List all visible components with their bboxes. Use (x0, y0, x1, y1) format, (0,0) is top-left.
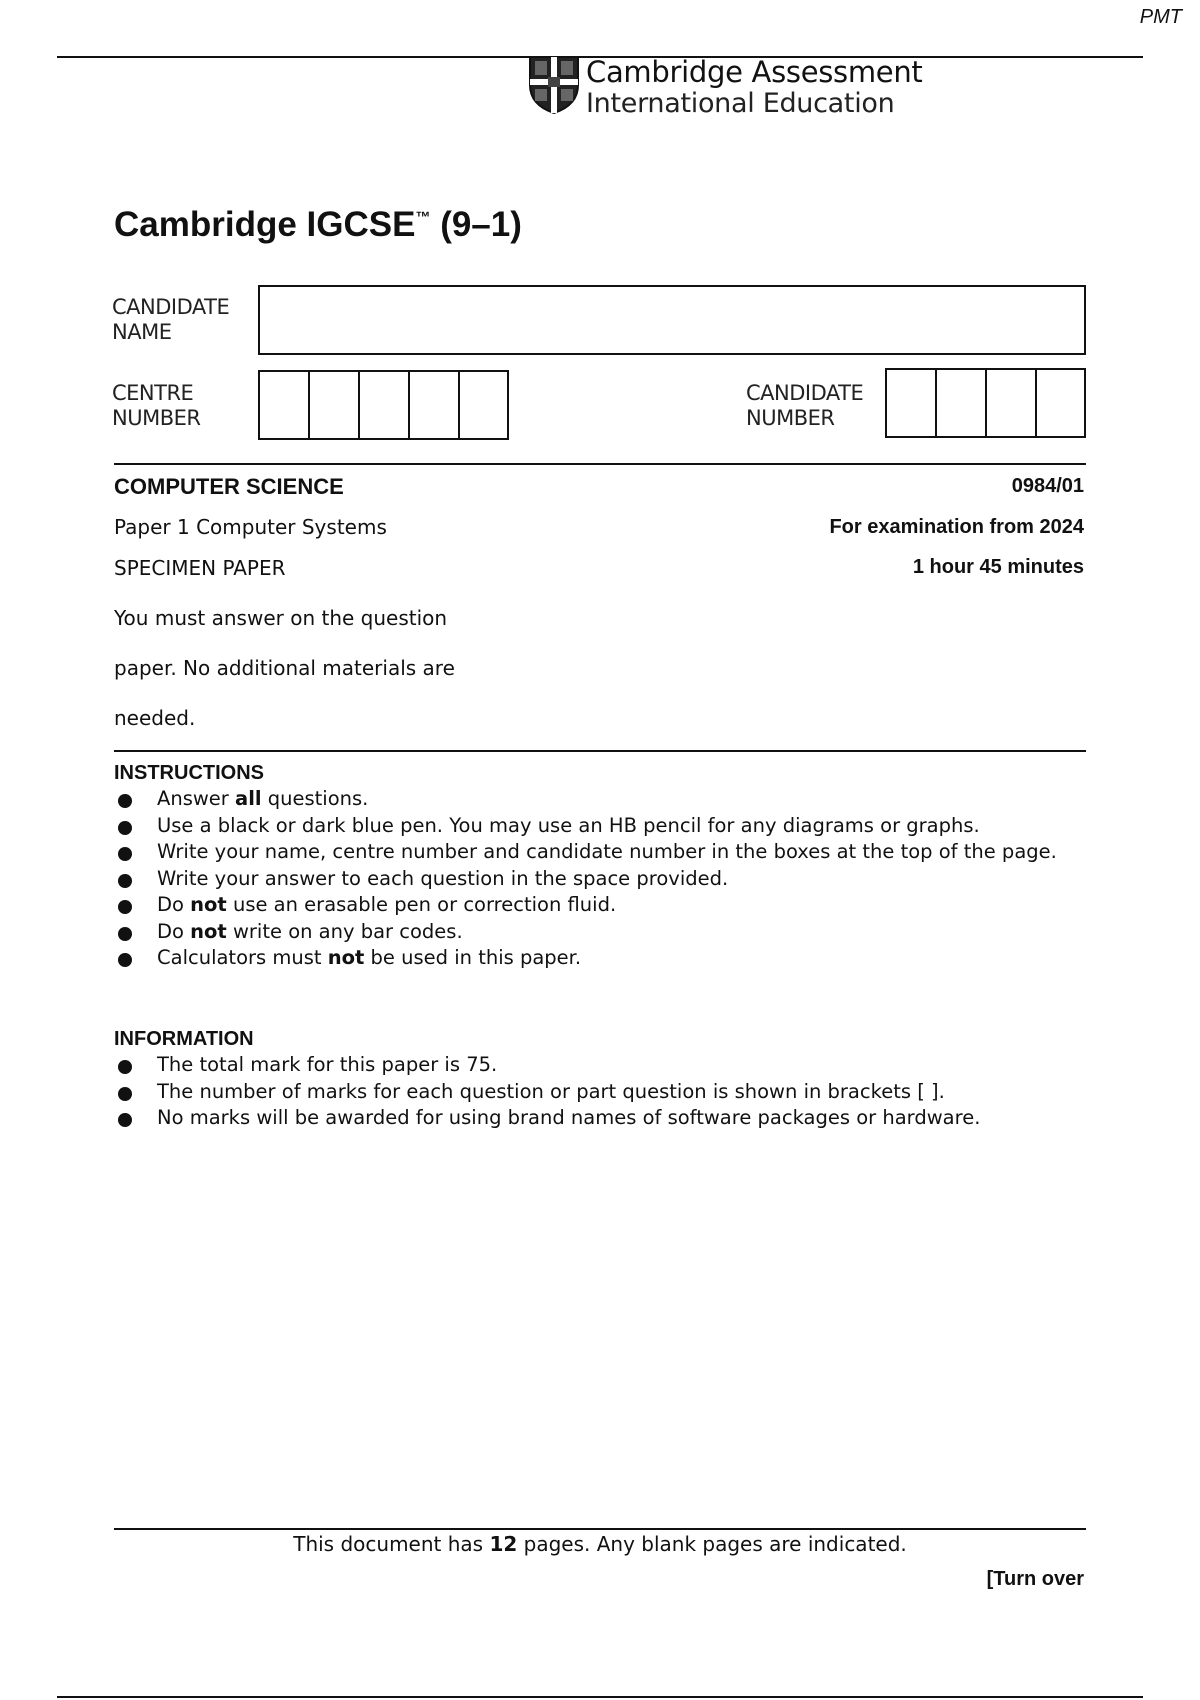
subject-title: COMPUTER SCIENCE (114, 474, 344, 499)
information-item (114, 1105, 980, 1132)
centre-number-digit-1[interactable] (258, 370, 310, 440)
instruction-text: Do (157, 919, 191, 943)
information-item (114, 1079, 980, 1106)
centre-number-digit-5[interactable] (458, 370, 509, 440)
instruction-text: use an erasable pen or correction fluid. (226, 893, 617, 916)
paper-code: 0984/01 (1011, 475, 1084, 497)
instruction-text: Answer (157, 787, 236, 810)
trademark-symbol: ™ (415, 209, 431, 226)
instruction-item (114, 892, 1057, 919)
candidate-name-input[interactable] (258, 285, 1086, 355)
instructions-list (114, 786, 1057, 972)
bullet-icon (118, 900, 132, 914)
information-item (114, 1052, 980, 1079)
exam-duration: 1 hour 45 minutes (912, 556, 1084, 578)
page-count-post: pages. Any blank pages are indicated. (517, 1532, 907, 1556)
bullet-icon (118, 1087, 132, 1101)
candidate-number-boxes (885, 368, 1086, 438)
page-count-note (0, 1532, 1200, 1556)
instruction-emphasis: all (235, 787, 262, 810)
instruction-item (114, 813, 1057, 840)
candidate-name-label-line2: NAME (112, 320, 172, 344)
instruction-text: be used in this paper. (364, 946, 582, 969)
instruction-text: Calculators must (157, 946, 328, 969)
centre-number-digit-3[interactable] (358, 370, 410, 440)
bullet-icon (118, 1060, 132, 1074)
information-list (114, 1052, 980, 1132)
page-count-number: 12 (489, 1532, 518, 1556)
bullet-icon (118, 874, 132, 888)
instructions-top-rule (114, 750, 1086, 752)
centre-number-label-line2: NUMBER (112, 406, 201, 430)
instruction-text: Write your name, centre number and candidate number in the boxes at the top of the page. (157, 840, 1057, 863)
bottom-rule (57, 1696, 1143, 1698)
candidate-number-label-line1: CANDIDATE (746, 381, 864, 405)
information-text: No marks will be awarded for using brand names of software packages or hardware. (157, 1106, 981, 1129)
instruction-item (114, 839, 1057, 866)
bullet-icon (118, 953, 132, 967)
information-text: The number of marks for each question or part question is shown in brackets [ ]. (157, 1079, 945, 1103)
information-section (114, 1028, 980, 1132)
bullet-icon (118, 927, 132, 941)
instructions-heading: INSTRUCTIONS (114, 762, 264, 784)
materials-line-1: You must answer on the question (114, 606, 448, 630)
bullet-icon (118, 1113, 132, 1127)
centre-number-label (112, 381, 200, 431)
candidate-number-label-line2: NUMBER (746, 406, 835, 430)
candidate-name-label (112, 295, 229, 345)
candidate-number-digit-4[interactable] (1035, 368, 1086, 438)
candidate-number-digit-1[interactable] (885, 368, 937, 438)
centre-number-digit-2[interactable] (308, 370, 360, 440)
candidate-name-label-line1: CANDIDATE (112, 295, 230, 319)
instruction-emphasis: not (190, 919, 227, 943)
exam-info-top-rule (114, 463, 1086, 465)
exam-from: For examination from 2024 (829, 516, 1084, 538)
instruction-text: Use a black or dark blue pen. You may use an HB pencil for any diagrams or graphs. (157, 813, 980, 837)
qualification-name: Cambridge IGCSE (114, 205, 416, 244)
materials-line-2: paper. No additional materials are (114, 656, 455, 680)
instruction-item (114, 786, 1057, 813)
logo-line1: Cambridge Assessment (586, 55, 923, 89)
logo-line2: International Education (586, 88, 895, 119)
candidate-number-digit-2[interactable] (935, 368, 987, 438)
instruction-text: write on any bar codes. (226, 919, 463, 943)
centre-number-label-line1: CENTRE (112, 381, 194, 405)
page-count-pre: This document has (293, 1532, 490, 1556)
paper-type: SPECIMEN PAPER (114, 556, 286, 580)
instruction-item (114, 945, 1057, 972)
instruction-emphasis: not (327, 946, 365, 969)
qualification-grade: (9–1) (440, 205, 522, 244)
centre-number-digit-4[interactable] (408, 370, 460, 440)
bullet-icon (118, 821, 132, 835)
watermark-pmt: PMT (1139, 6, 1182, 28)
information-heading: INFORMATION (114, 1028, 254, 1050)
instruction-text: questions. (261, 787, 369, 810)
turn-over: [Turn over (986, 1568, 1084, 1590)
candidate-number-label (746, 381, 863, 431)
paper-title: Paper 1 Computer Systems (114, 515, 387, 539)
bullet-icon (118, 794, 132, 808)
instruction-emphasis: not (190, 893, 227, 916)
materials-line-3: needed. (114, 706, 196, 730)
qualification-title (114, 205, 522, 245)
information-text: The total mark for this paper is 75. (157, 1053, 498, 1076)
instruction-item (114, 919, 1057, 946)
cambridge-shield-icon (528, 55, 580, 115)
candidate-number-digit-3[interactable] (985, 368, 1037, 438)
instruction-text: Do (157, 893, 191, 916)
centre-number-boxes (258, 370, 509, 440)
bullet-icon (118, 847, 132, 861)
footer-rule (114, 1528, 1086, 1530)
instructions-section (114, 762, 1057, 972)
instruction-item (114, 866, 1057, 893)
instruction-text: Write your answer to each question in the space provided. (157, 866, 729, 890)
